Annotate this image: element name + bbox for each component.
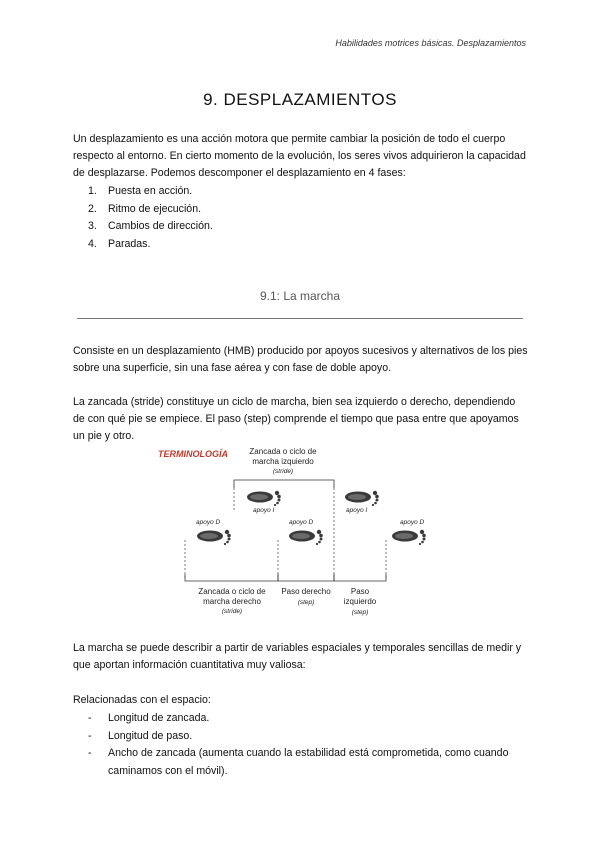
list-item: 2. Ritmo de ejecución. [88,202,202,215]
left-stride-label-2: marcha izquierdo [252,457,314,466]
space-variables-list [88,710,528,780]
gait-terminology-figure [150,440,450,622]
right-foot-icon [392,530,426,545]
left-step-label: Paso [350,587,370,596]
list-item: - Ancho de zancada (aumenta cuando la estabilidad está comprometida, como cuando caminamos con el móvil). [88,747,509,777]
top-bracket [234,480,334,488]
bottom-bracket-left-step [334,574,386,581]
bottom-bracket-stride [185,574,278,581]
right-foot-icon [197,530,231,545]
running-header: Habilidades motrices básicas. Desplazamientos [335,38,526,48]
list-item: 4. Paradas. [88,237,151,250]
space-heading: Relacionadas con el espacio: [73,694,211,706]
definition-paragraph: Consiste en un desplazamiento (HMB) producido por apoyos sucesivos y alternativos de los pies sobre una superficie, sin una fase aérea y con fase de doble apoyo. [73,345,528,374]
support-label-i: apoyo I [253,507,275,514]
left-stride-label: Zancada o ciclo de [249,447,317,456]
list-item: 3. Cambios de dirección. [88,220,213,232]
right-stride-label: Zancada o ciclo de [198,587,266,596]
stride-paragraph: La zancada (stride) constituye un ciclo de marcha, bien sea izquierdo o derecho, dependiendo de con qué pie se empiece. El paso (step) comprende el tiempo que pasa entre que apoyamos un pie y otro. [73,396,519,442]
left-foot-icon [345,491,379,506]
support-label-d: apoyo D [400,519,425,526]
intro-paragraph: Un desplazamiento es una acción motora que permite cambiar la posición de todo el cuerpo respecto al entorno. En cierto momento de la evolución, los seres vivos adquirieron la capacidad de desplazarse. Podemos descomponer el desplazamiento en 4 fases: [73,133,526,179]
bottom-bracket-right-step [278,574,334,581]
list-item: - Longitud de zancada. [88,712,210,724]
right-step-label: Paso derecho [281,587,331,596]
support-label-d: apoyo D [196,519,221,526]
right-step-tag: (step) [297,599,315,606]
support-label-i: apoyo I [346,507,368,514]
right-stride-tag: (stride) [221,608,243,615]
variables-paragraph: La marcha se puede describir a partir de variables espaciales y temporales sencillas de medir y que aportan información cuantitativa muy valiosa: [73,642,522,671]
terminology-heading: TERMINOLOGÍA [158,449,228,459]
left-step-tag: (step) [351,609,369,616]
support-label-d: apoyo D [289,519,314,526]
list-item: - Longitud de paso. [88,729,193,742]
left-stride-tag: (stride) [272,468,294,475]
right-stride-label-2: marcha derecho [203,597,261,606]
left-step-label-2: izquierdo [343,597,377,606]
list-item: 1. Puesta en acción. [88,185,193,197]
page-title: 9. DESPLAZAMIENTOS [203,90,397,109]
left-foot-icon [247,491,281,506]
section-divider [77,318,523,319]
right-foot-icon [289,530,323,545]
section-title: 9.1: La marcha [259,289,341,303]
phases-list [88,183,213,253]
